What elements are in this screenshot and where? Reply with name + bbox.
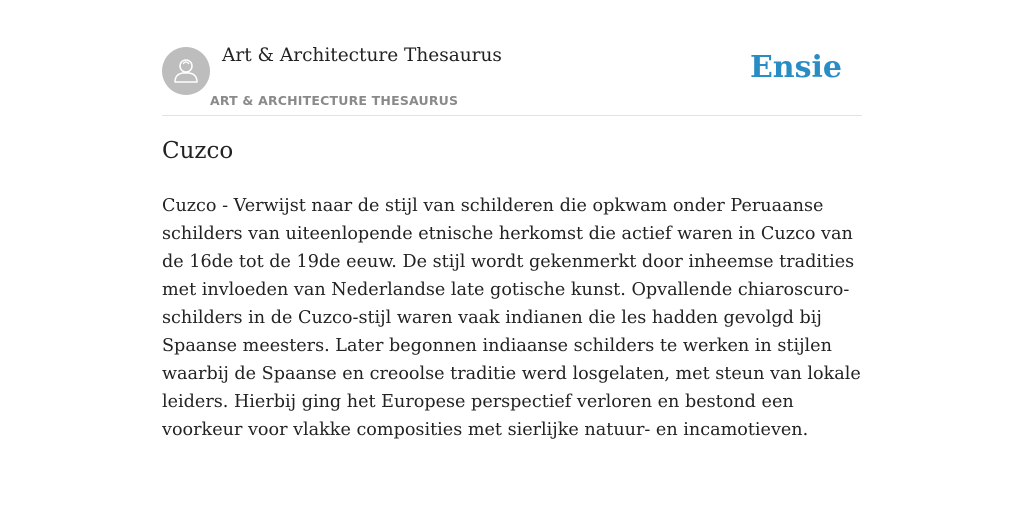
entry-card bbox=[162, 0, 862, 512]
entry-definition: Cuzco - Verwijst naar de stijl van schilderen die opkwam onder Peruaanse schilders van uiteenlopende etnische herkomst die actief waren in Cuzco van de 16de tot de 19de eeuw. De stijl wordt gekenmerkt door inheemse tradities met invloeden van Nederlandse late gotische kunst. Opvallende chiaroscuro-schilders in de Cuzco-stijl waren vaak indianen die les hadden gevolgd bij Spaanse meesters. Later begonnen indiaanse schilders te werken in stijlen waarbij de Spaanse en creoolse traditie werd losgelaten, met steun van lokale leiders. Hierbij ging het Europese perspectief verloren en bestond een voorkeur voor vlakke composities met sierlijke natuur- en incamotieven. bbox=[162, 196, 861, 440]
avatar bbox=[162, 47, 210, 95]
brand-logo[interactable]: Ensie bbox=[749, 50, 842, 85]
user-placeholder-icon bbox=[162, 47, 210, 95]
source-subtitle: ART & ARCHITECTURE THESAURUS bbox=[210, 93, 459, 108]
source-title[interactable]: Art & Architecture Thesaurus bbox=[222, 45, 502, 66]
entry-title: Cuzco bbox=[162, 138, 234, 164]
header-divider bbox=[162, 115, 862, 116]
